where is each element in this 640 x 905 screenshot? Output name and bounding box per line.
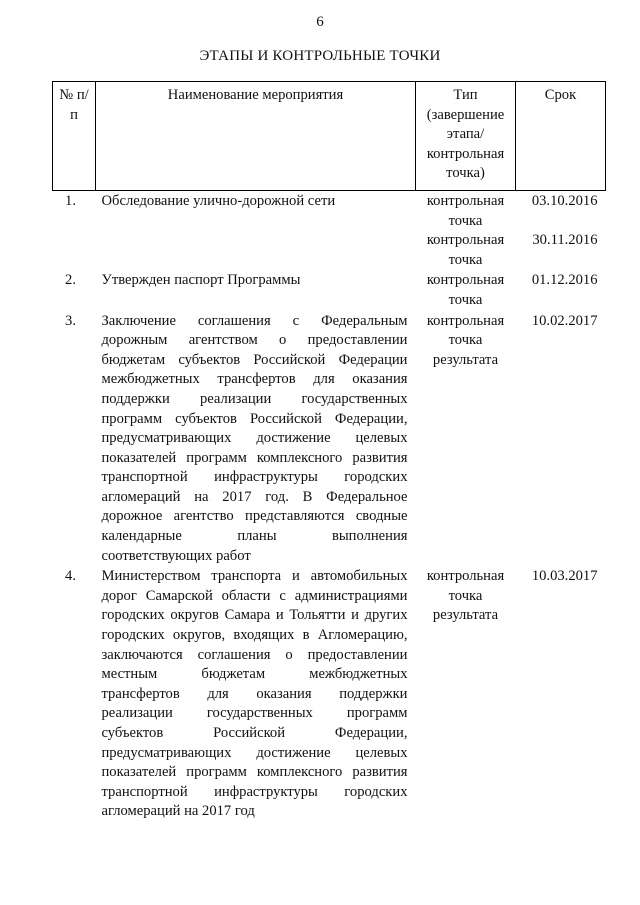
row-type: контрольная точка <box>426 232 505 268</box>
row-date-cell <box>516 190 606 271</box>
row-name: Утвержден паспорт Программы <box>101 272 301 289</box>
table-header-row <box>53 82 606 191</box>
header-num: № п/п <box>53 82 96 191</box>
row-num: 4. <box>65 568 76 585</box>
row-date: 03.10.2016 <box>531 192 598 209</box>
header-name: Наименование мероприятия <box>96 82 416 191</box>
row-type: контрольная точка <box>426 192 505 229</box>
header-type: Тип (завершение этапа/ контрольная точка) <box>416 82 516 191</box>
header-date: Срок <box>516 82 606 191</box>
table-row <box>53 567 606 823</box>
row-name: Заключение соглашения с Федеральным дорожным агентством о предоставлении бюджетам субъектов Российской Федерации межбюджетных трансфертов для оказания поддержки реализации государственных программ субъектов Российской Федерации, предусматривающих достижение целевых показателей программ комплексного развития транспортной инфраструктуры городских агломераций на 2017 год. В Федеральное дорожное агентство представляются сводные календарные планы выполнения соответствующих работ <box>101 312 408 564</box>
document-title: ЭТАПЫ И КОНТРОЛЬНЫЕ ТОЧКИ <box>199 48 441 64</box>
table-row <box>53 312 606 568</box>
row-type: контрольная точка результата <box>426 568 505 624</box>
row-date: 10.02.2017 <box>531 312 598 329</box>
row-type: контрольная точка <box>426 272 505 308</box>
row-type-cell <box>416 190 516 271</box>
row-name: Обследование улично-дорожной сети <box>101 192 336 209</box>
row-date: 10.03.2017 <box>531 568 598 585</box>
row-date: 01.12.2016 <box>531 272 598 289</box>
row-num: 2. <box>65 272 76 289</box>
row-num: 3. <box>65 312 76 329</box>
table-row <box>53 190 606 271</box>
row-type: контрольная точка результата <box>426 312 505 368</box>
page-number: 6 <box>316 14 324 30</box>
table-row <box>53 271 606 311</box>
row-name: Министерством транспорта и автомобильных дорог Самарской области с администрациями городских округов Самара и Тольятти и других городских округов, входящих в Агломерацию, заключаются соглашения о предоставлении местным бюджетам межбюджетных трансфертов для оказания поддержки реализации государственных программ субъектов Российской Федерации, предусматривающих достижение целевых показателей программ комплексного развития транспортной инфраструктуры городских агломераций на 2017 год <box>101 568 408 820</box>
row-num: 1. <box>65 192 76 209</box>
row-date: 30.11.2016 <box>532 231 598 248</box>
stages-table <box>52 81 606 823</box>
